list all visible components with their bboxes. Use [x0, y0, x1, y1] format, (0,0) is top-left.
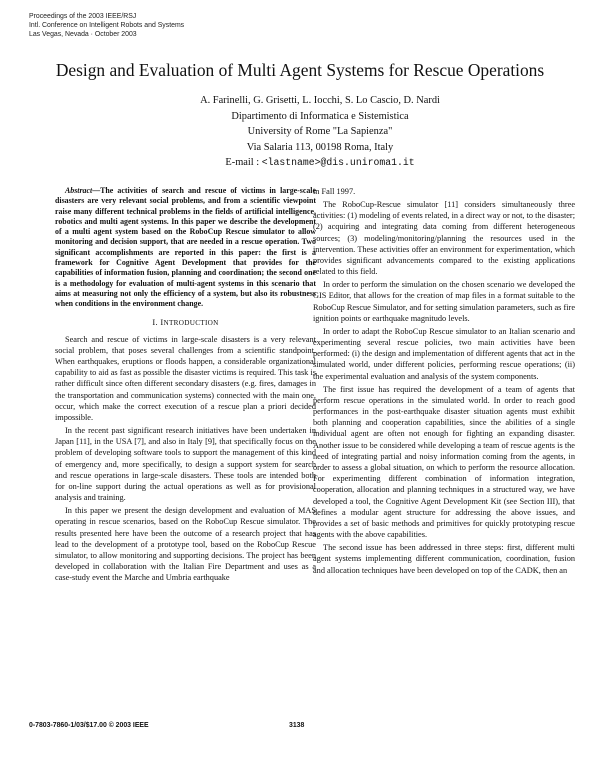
publication-info [29, 12, 184, 40]
email-address: <lastname>@dis.uniroma1.it [261, 157, 415, 168]
page-number: 3138 [289, 722, 305, 729]
footer-isbn: 0-7803-7860-1/03/$17.00 © 2003 IEEE [29, 722, 149, 729]
publication-line: Proceedings of the 2003 IEEE/RSJ [29, 13, 137, 20]
body-paragraph: in Fall 1997. [313, 187, 356, 196]
body-paragraph: In the recent past significant research initiatives have been undertaken in Japan [11], in the USA [7], and also in Italy [9], that specifically focus on the problem of developing software tools to support the management of this kind of emergency and, more specifically, to design a support system for search and rescue operations in large-scale disasters. These tools are intended both for on-line support during the actual operations as well as for provisional analysis and training. [55, 425, 316, 503]
affiliation-university: University of Rome "La Sapienza" [247, 126, 393, 137]
body-paragraph: In this paper we present the design development and evaluation of MAS operating in rescue scenarios, based on the RoboCup Rescue simulator. The results presented here have been the outcome of a research project that has lead to the development of a prototype tool, based on the RoboCup Rescue simulator, to allow monitoring and supporting decisions. The project has been developed in collaboration with the Italian Fire Department and uses as a case-study event the Marche and Umbria earthquake [55, 506, 316, 583]
author-list: A. Farinelli, G. Grisetti, L. Iocchi, S. Lo Cascio, D. Nardi [200, 95, 440, 106]
body-paragraph: In order to perform the simulation on the chosen scenario we developed the GIS Editor, that allows for the creation of map files in a format suitable to the RoboCup Rescue Simulator, and for setting simulation parameters, such as fire ignition points or earthquake magnitudo levels. [313, 280, 575, 323]
body-paragraph: The first issue has required the development of a team of agents that perform rescue operations in the simulated world. In order to reach good performances in the post-earthquake disaster situation agents must exhibit both planning and cooperation capabilities, since the abilities of a single individual agent are often not enough for fighting an expanding disaster. Another issue to be considered while developing a team of rescue agents is the need of integrating partial and noisy information coming from the agents, in order to assess a global situation, on which to perform the resource allocation. For experimenting different combination of information integration, cooperation, allocation and planning techniques in a structured way, we have developed a tool, the Cognitive Agent Development Kit (see Section III), that defines a modular agent structure for addressing the above issues, and provides a set of basic methods and primitives for quickly prototyping rescue agents with the above capabilities. [313, 384, 575, 540]
abstract-text: —The activities of search and rescue of victims in large-scale disasters are very relevant social problems, and from a scientific viewpoint raise many different technical problems in the fields of artificial intelligence, robotics and multi agent systems. In this paper we describe the development of a multi agent system based on the RoboCup Rescue simulator to allow monitoring and decision support, that are needed in a rescue operation. Two significant accomplishments are reported in this paper: the first is a framework for Cognitive Agent Development that provides for the capabilities of information fusion, planning and coordination; the second one is a methodology for evaluation of multi-agent systems in this scenario that aims at measuring not only the efficiency of a system, but also its robustness when conditions in the environment change. [55, 186, 316, 309]
body-paragraph: In order to adapt the RoboCup Rescue simulator to an Italian scenario and experimenting several rescue policies, two main activities have been performed: (i) the design and implementation of different agents that act in the simulated world, under different policies, performing rescue operations; (ii) the experimental evaluation and analysis of the system components. [313, 326, 575, 381]
body-paragraph: Search and rescue of victims in large-scale disasters is a very relevant social problem, that poses several challenges from a scientific standpoint. When earthquakes, eruptions or floods happen, a considerable organizational capability to aid as fast as possible the disaster victims is required. This task is rather difficult since often different secondary disasters (e.g. fires, damages in the transportation and communication systems) connected with the main one, occur, which make the correct execution of a rescue plan a priori decided impossible. [55, 334, 316, 422]
abstract [55, 186, 316, 310]
right-column [313, 186, 575, 578]
author-block [120, 93, 520, 171]
email-label: E-mail : [225, 157, 262, 168]
left-column [55, 186, 316, 585]
body-paragraph: The RoboCup-Rescue simulator [11] considers simultaneously three activities: (1) modeling of events related, in a direct way or not, to the disaster; (2) acquiring and integrating data coming from different heterogeneous sources; (3) modeling/monitoring/planning the resources used in the intervention. These activities offer an environment for experimentation, which provides significant advancements compared to the existing applications related to this field. [313, 200, 575, 277]
affiliation-department: Dipartimento di Informatica e Sistemistica [231, 110, 409, 122]
section-heading-introduction [55, 317, 316, 329]
paper-title: Design and Evaluation of Multi Agent Systems for Rescue Operations [55, 60, 545, 80]
publication-line: Intl. Conference on Intelligent Robots and Systems [29, 22, 185, 30]
section-title-initial: I [160, 316, 164, 327]
body-paragraph: The second issue has been addressed in three steps: first, different multi agent systems implementing different communication, coordination, fusion and allocation techniques have been developed on top of the CADK, then an [313, 543, 575, 575]
affiliation-address: Via Salaria 113, 00198 Roma, Italy [246, 141, 394, 153]
section-title-rest: NTRODUCTION [163, 318, 219, 327]
abstract-lead: Abstract [65, 186, 93, 195]
section-number: I. [152, 316, 161, 327]
publication-line: Las Vegas, Nevada · October 2003 [29, 31, 137, 39]
author-email [120, 155, 520, 171]
